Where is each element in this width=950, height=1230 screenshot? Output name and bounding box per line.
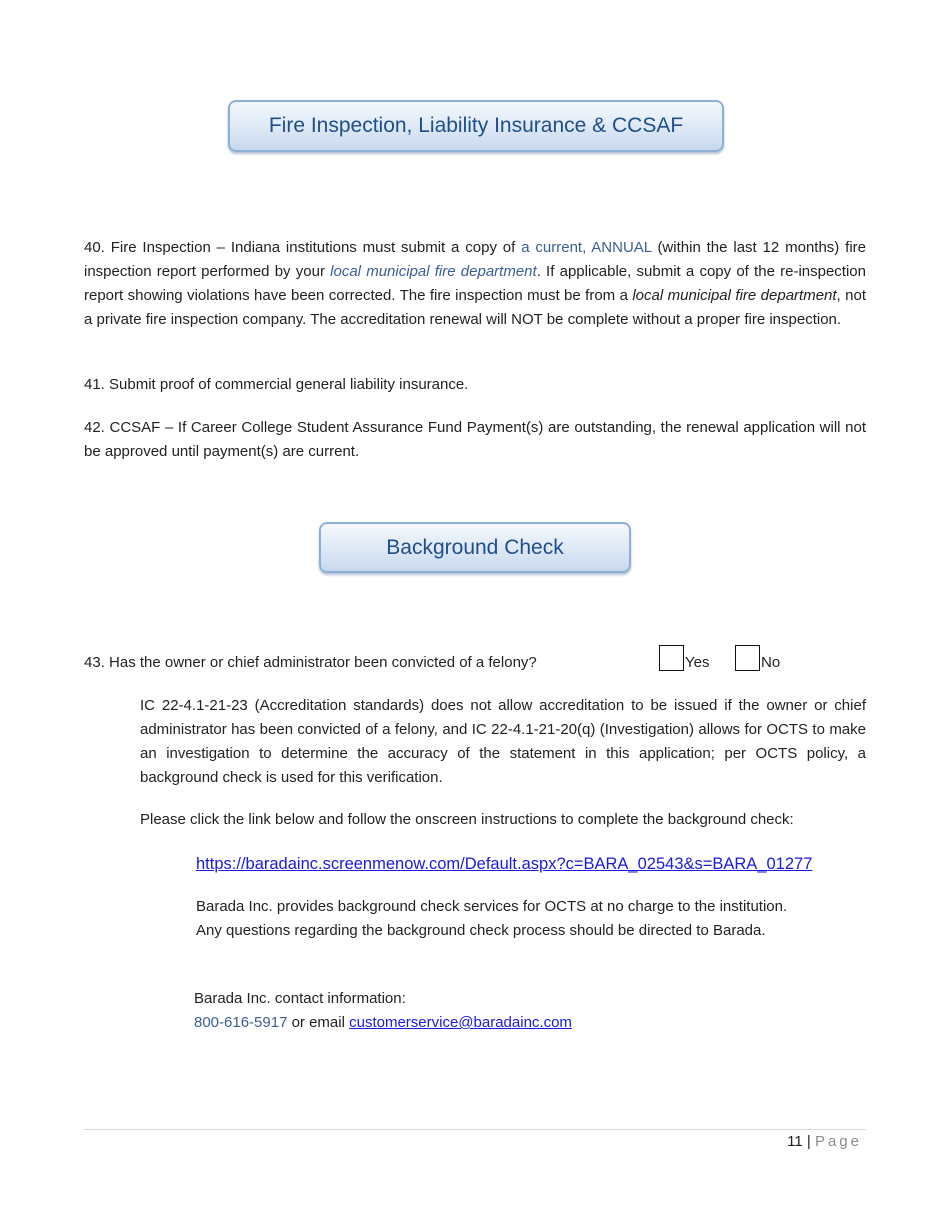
item-40-text: . If applicable, submit a copy of the re-inspection report showing violations have been corrected. The fire inspection must be from a [84, 263, 866, 304]
item-40-text: (within the last 12 months) fire inspection report performed by your [84, 239, 866, 280]
item-40-text: 40. Fire Inspection – Indiana institutions must submit a copy of [84, 239, 522, 256]
phone-number: 800-616-5917 [194, 1014, 288, 1031]
local-fire-department-italic: local municipal fire department [632, 287, 837, 304]
footer-separator: | [806, 1133, 811, 1150]
ic-statute-paragraph: IC 22-4.1-21-23 (Accreditation standards) does not allow accreditation to be issued if the owner or chief administrator has been convicted of a felony, and IC 22-4.1-21-20(q) (Investigation) allows for OCTS to make an investigation to determine the accuracy of the statement in this application; per OCTS policy, a background check is used for this verification. [140, 697, 866, 786]
footer-divider [84, 1129, 866, 1130]
email-link[interactable]: customerservice@baradainc.com [349, 1014, 572, 1031]
annual-emphasis: a current, ANNUAL [521, 239, 652, 256]
background-check-link[interactable]: https://baradainc.screenmenow.com/Default.aspx?c=BARA_02543&s=BARA_01277 [196, 855, 813, 873]
section-header-fire-inspection [228, 100, 724, 152]
item-40-fire-inspection [84, 236, 866, 332]
page-label: Page [814, 1133, 862, 1150]
contact-info-line [194, 1011, 572, 1035]
local-fire-department-emphasis: local municipal fire department [330, 263, 537, 280]
barada-info-line-1: Barada Inc. provides background check services for OCTS at no charge to the institution. [196, 898, 788, 915]
section-header-background-check [319, 522, 631, 573]
section-header-text: Fire Inspection, Liability Insurance & CCSAF [268, 114, 684, 137]
felony-no-label: No [761, 654, 781, 671]
barada-info-line-2: Any questions regarding the background check process should be directed to Barada. [196, 922, 766, 939]
or-email-text: or email [287, 1014, 350, 1031]
click-instruction: Please click the link below and follow the onscreen instructions to complete the background check: [140, 811, 794, 828]
page-number: 11 [787, 1133, 803, 1150]
item-43-felony-question: 43. Has the owner or chief administrator been convicted of a felony? [84, 654, 537, 671]
item-41-liability-insurance: 41. Submit proof of commercial general liability insurance. [84, 376, 469, 393]
item-42-ccsaf: 42. CCSAF – If Career College Student Assurance Fund Payment(s) are outstanding, the renewal application will not be approved until payment(s) are current. [84, 419, 866, 460]
section-header-text: Background Check [386, 536, 564, 559]
felony-yes-checkbox[interactable] [659, 645, 684, 671]
felony-no-checkbox[interactable] [735, 645, 760, 671]
felony-yes-label: Yes [685, 654, 710, 671]
contact-info-title: Barada Inc. contact information: [194, 990, 406, 1007]
item-40-text: , not a private fire inspection company. The accreditation renewal will NOT be complete without a proper fire inspection. [84, 287, 866, 328]
page-footer [787, 1130, 862, 1154]
